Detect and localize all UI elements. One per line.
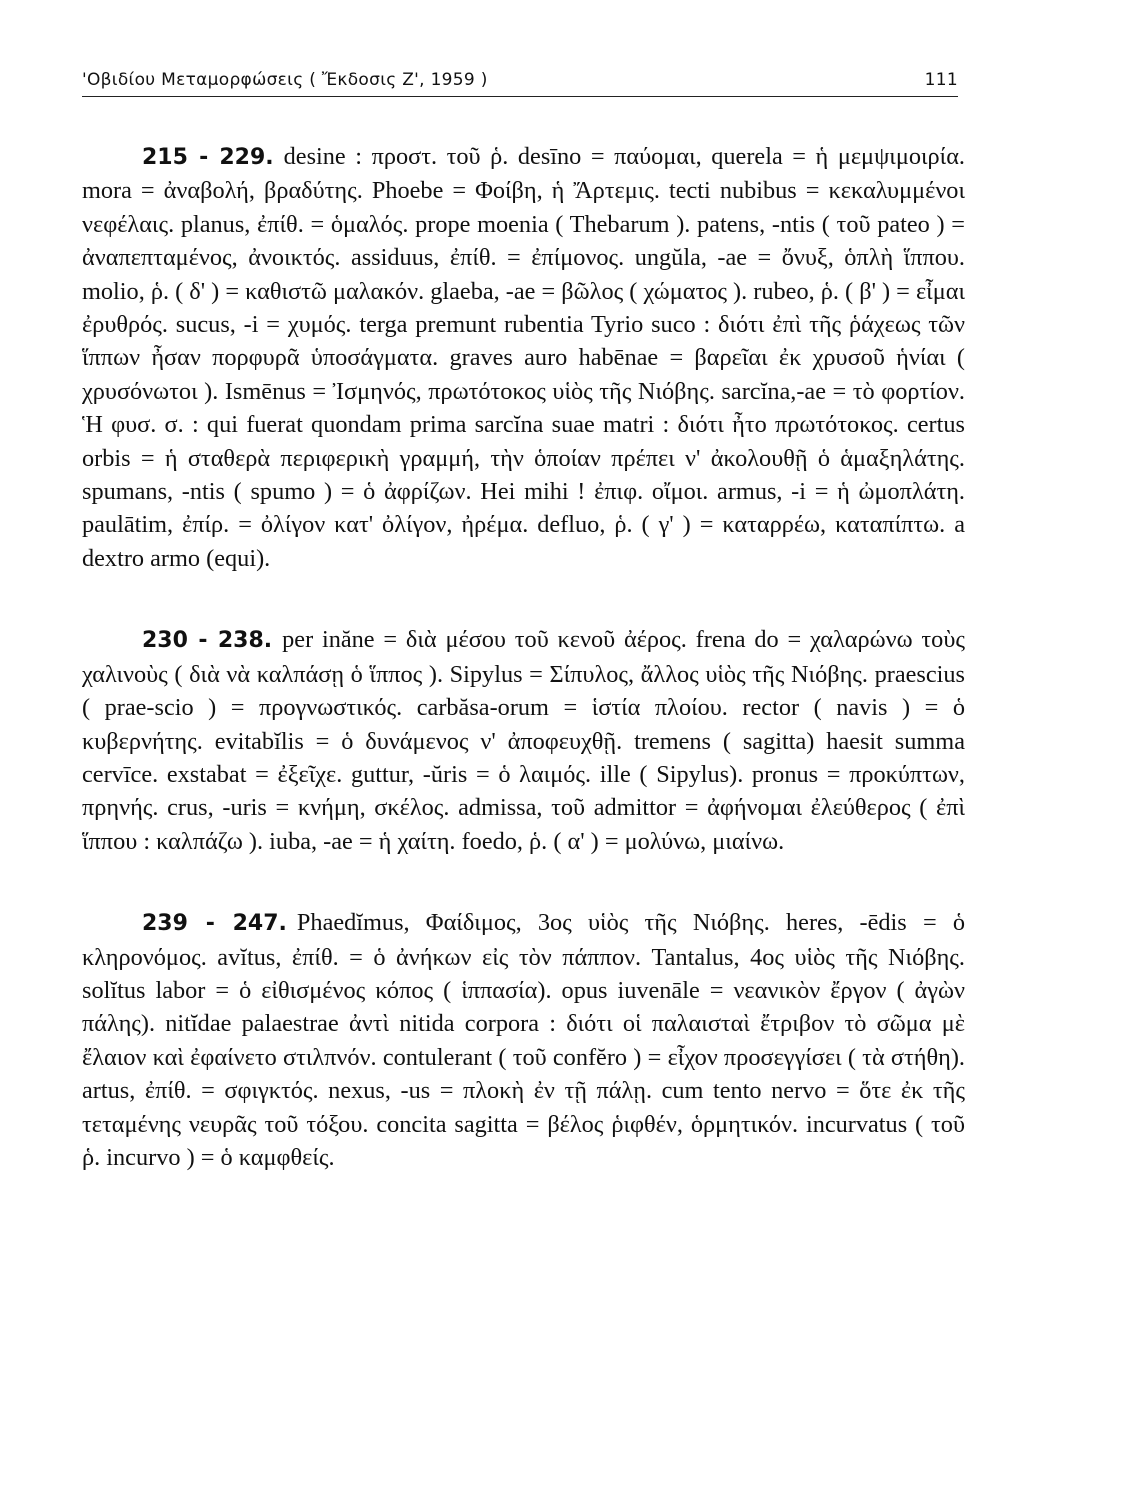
verse-range: 239 - 247. bbox=[142, 911, 287, 937]
section-text: desine : προστ. τοῦ ῥ. desīno = παύομαι, querela = ἡ μεμψιμοιρία. mora = ἀναβολή, βραδύτης. Phoebe = Φοίβη, ἡ Ἄρτεμις. tecti nubibus = κεκαλυμμένοι νεφέλαις. planus, ἐπίθ. = ὁμαλός. prope moenia ( Thebarum ). patens, -ntis ( τοῦ pateo ) = ἀναπεπταμένος, ἀνοικτός. assiduus, ἐπίθ. = ἐπίμονος. ungŭla, -ae = ὄνυξ, ὁπλὴ ἵππου. molio, ῥ. ( δ' ) = καθιστῶ μαλακόν. glaeba, -ae = βῶλος ( χώματος ). rubeo, ῥ. ( β' ) = εἶμαι ἐρυθρός. sucus, -i = χυμός. terga premunt rubentia Tyrio suco : διότι ἐπὶ τῆς ῥάχεως τῶν ἵππων ἦσαν πορφυρᾶ ὑποσάγματα. graves auro habēnae = βαρεῖαι ἐκ χρυσοῦ ἡνίαι ( χρυσόνωτοι ). Ismēnus = Ἰσμηνός, πρωτότοκος υἱὸς τῆς Νιόβης. sarcĭna,-ae = τὸ φορτίον. Ἡ φυσ. σ. : qui fuerat quondam prima sarcĭna suae matri : διότι ἦτο πρωτότοκος. certus orbis = ἡ σταθερὰ περιφερικὴ γραμμή, τὴν ὁποίαν πρέπει ν' ἀκολουθῇ ὁ ἁμαξηλάτης. spumans, -ntis ( spumo ) = ὁ ἀφρίζων. Hei mihi ! ἐπιφ. οἴμοι. armus, -i = ἡ ὠμοπλάτη. paulātim, ἐπίρ. = ὀλίγον κατ' ὀλίγον, ἠρέμα. defluo, ῥ. ( γ' ) = καταρρέω, καταπίπτω. a dextro armo (equi). bbox=[82, 143, 966, 572]
section-text: per inăne = διὰ μέσου τοῦ κενοῦ ἀέρος. frena do = χαλαρώνω τοὺς χαλινοὺς ( διὰ νὰ καλπάσῃ ὁ ἵππος ). Sipylus = Σίπυλος, ἄλλος υἱὸς τῆς Νιόβης. praescius ( prae-scio ) = προγνωστικός. carbăsa-orum = ἱστία πλοίου. rector ( navis ) = ὁ κυβερνήτης. evitabĭlis = ὁ δυνάμενος ν' ἀποφευχθῇ. tremens ( sagitta) haesit summa cervīce. exstabat = ἐξεῖχε. guttur, -ŭris = ὁ λαιμός. ille ( Sipylus). pronus = προκύπτων, πρηνής. crus, -uris = κνήμη, σκέλος. admissa, τοῦ admittor = ἀφήνομαι ἐλεύθερος ( ἐπὶ ἵππου : καλπάζω ). iuba, -ae = ἡ χαίτη. foedo, ῥ. ( α' ) = μολύνω, μιαίνω. bbox=[82, 626, 965, 855]
commentary-body bbox=[82, 140, 965, 1222]
running-title: 'Οβιδίου Μεταμορφώσεις ( Ἔκδοσις Ζ', 1959 ) bbox=[82, 70, 488, 90]
commentary-section bbox=[82, 623, 965, 858]
verse-range: 230 - 238. bbox=[142, 628, 273, 654]
page-header bbox=[82, 70, 958, 97]
commentary-section bbox=[82, 906, 965, 1174]
section-text: Phaedĭmus, Φαίδιμος, 3ος υἱὸς τῆς Νιόβης. heres, -ēdis = ὁ κληρονόμος. avĭtus, ἐπίθ. = ὁ ἀνήκων εἰς τὸν πάππον. Tantalus, 4ος υἱὸς τῆς Νιόβης. solĭtus labor = ὁ εἰθισμένος κόπος ( ἱππασία). opus iuvenāle = νεανικὸν ἔργον ( ἀγὼν πάλης). nitĭdae palaestrae ἀντὶ nitida corpora : διότι οἱ παλαισταὶ ἔτριβον τὸ σῶμα μὲ ἔλαιον καὶ ἐφαίνετο στιλπνόν. contulerant ( τοῦ confĕro ) = εἶχον προσεγγίσει ( τὰ στήθη). artus, ἐπίθ. = σφιγκτός. nexus, -us = πλοκὴ ἐν τῇ πάλῃ. cum tento nervo = ὅτε ἐκ τῆς τεταμένης νευρᾶς τοῦ τόξου. concita sagitta = βέλος ῥιφθέν, ὁρμητικόν. incurvatus ( τοῦ ῥ. incurvo ) = ὁ καμφθείς. bbox=[82, 909, 966, 1171]
page-number: 111 bbox=[924, 70, 958, 90]
commentary-section bbox=[82, 140, 965, 575]
verse-range: 215 - 229. bbox=[142, 145, 274, 170]
